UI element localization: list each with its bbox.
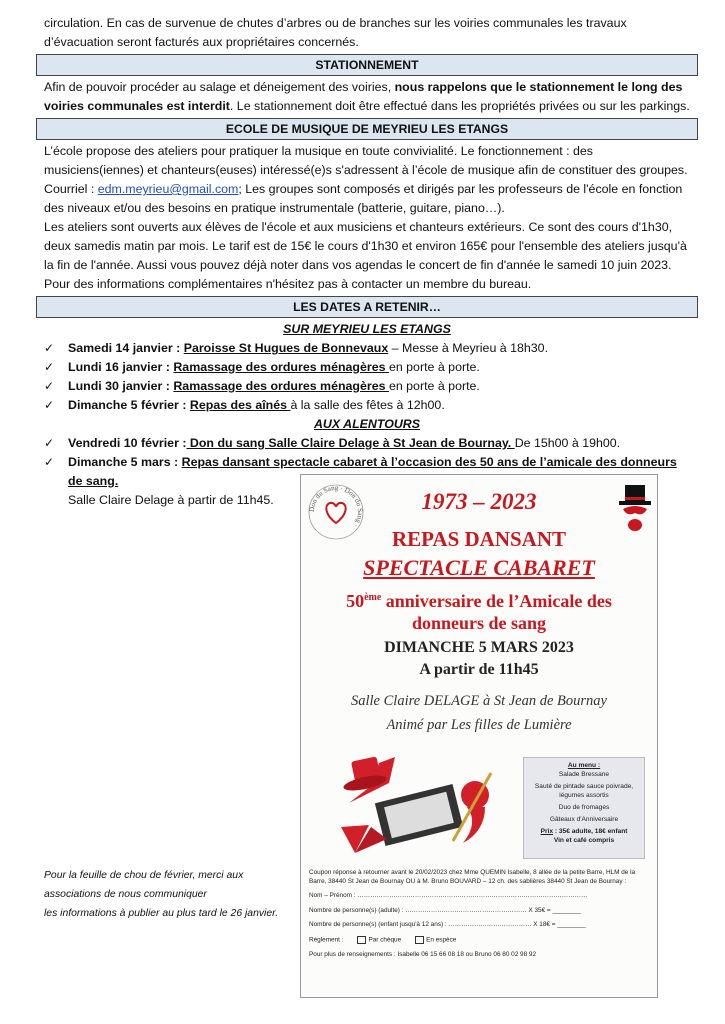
menu-vin: Vin et café compris <box>553 837 615 844</box>
coupon-form <box>309 869 649 959</box>
footnote <box>44 866 314 923</box>
list-item <box>44 358 690 377</box>
poster-venue: Salle Claire DELAGE à St Jean de Bournay <box>351 693 607 709</box>
stationnement-paragraph <box>44 78 690 116</box>
price-value: : 35€ adulte, 18€ enfant <box>553 828 628 835</box>
courriel-label: Courriel : <box>44 182 98 196</box>
stationnement-text-end: . Le stationnement doit être effectué dans les propriétés privées ou sur les parkings. <box>229 99 690 113</box>
list-item <box>44 377 690 396</box>
poster-animation: Animé par Les filles de Lumière <box>386 717 572 733</box>
intro-paragraph: circulation. En cas de survenue de chutes d’arbres ou de branches sur les voiries communales les travaux d’évacuation seront facturés aux propriétaires concernés. <box>44 16 627 49</box>
after-dates-text: Salle Claire Delage à partir de 11h45. <box>68 493 274 507</box>
payment-label: Règlement : <box>309 936 344 944</box>
date-rest: à la salle des fêtes à 12h00. <box>290 398 445 412</box>
check-icon: ✓ <box>44 379 55 393</box>
menu-item: Duo de fromages <box>558 804 610 811</box>
coupon-intro: Coupon réponse à retourner avant le 20/02/2023 chez Mme QUEMIN Isabelle, 8 allée de la petite Barre, HLM de la Barre, 38440 St Jean de Bournay OU à M. Bruno BOUVARD – 12 ch. des sablières 38440 St Jean de Bournay : <box>309 869 636 885</box>
ann-number: 50 <box>346 591 365 611</box>
stationnement-bold: nous rappelons que le stationnement le long des voiries communales est interdit <box>44 80 683 113</box>
stationnement-text: Afin de pouvoir procéder au salage et déneigement des voiries, <box>44 80 395 94</box>
date-rest: en porte à porte. <box>388 360 480 374</box>
date-day: Dimanche 5 février : <box>68 398 190 412</box>
menu-item: Gâteaux d'Anniversaire <box>549 816 619 823</box>
espece-label: En espèce <box>426 936 457 944</box>
footnote-line: les informations à publier au plus tard le 26 janvier. <box>44 908 279 919</box>
subheader-alentours: AUX ALENTOURS <box>313 417 420 431</box>
date-event: Ramassage des ordures ménagères <box>173 379 389 393</box>
ann-sup: ème <box>364 592 382 603</box>
coupon-info: Pour plus de renseignements : Isabelle 06 15 66 08 18 ou Bruno 06 80 02 98 92 <box>309 950 537 958</box>
date-day: Vendredi 10 février : <box>68 436 187 450</box>
musique-p2-text: ; Les groupes sont composés et dirigés par les professeurs de l'école en fonction des niveaux et/ou des besoins en pratique instrumentale (batterie, guitare, piano…). <box>44 182 683 215</box>
date-rest: De 15h00 à 19h00. <box>514 436 621 450</box>
subheader-meyrieu: SUR MEYRIEU LES ETANGS <box>283 322 451 336</box>
menu-item: Sauté de pintade sauce poivrade, légumes assortis <box>534 783 634 799</box>
section-header-stationnement: STATIONNEMENT <box>36 54 698 76</box>
menu-box <box>523 757 645 859</box>
date-day: Samedi 14 janvier : <box>68 341 184 355</box>
email-link[interactable]: edm.meyrieu@gmail.com <box>97 182 239 196</box>
svg-text:Don du Sang · Don du Sang ·: Don du Sang · Don du Sang · <box>307 483 365 529</box>
footnote-line: Pour la feuille de chou de février, merci aux <box>44 870 244 881</box>
poster-title-2: SPECTACLE CABARET <box>363 555 595 580</box>
coupon-children-field[interactable]: Nombre de personne(s) (enfant jusqu'à 12 ans) : ………………………………… X 18€ = ________ <box>309 921 586 928</box>
section-header-musique: ECOLE DE MUSIQUE DE MEYRIEU LES ETANGS <box>36 118 698 140</box>
date-event: Paroisse St Hugues de Bonnevaux <box>183 341 389 355</box>
cheque-checkbox[interactable] <box>357 936 366 944</box>
date-day: Lundi 16 janvier : <box>68 360 174 374</box>
price-label: Prix <box>540 828 554 835</box>
section-header-dates: LES DATES A RETENIR… <box>36 296 698 318</box>
footnote-line: associations de nous communiquer <box>44 889 207 900</box>
list-item <box>44 396 690 415</box>
check-icon: ✓ <box>44 455 55 469</box>
cheque-label: Par chèque <box>368 936 402 944</box>
date-event: Ramassage des ordures ménagères <box>173 360 389 374</box>
musique-p4: Pour des informations complémentaires n'hésitez pas à contacter un membre du bureau. <box>44 277 532 291</box>
dates-list-meyrieu <box>44 339 690 415</box>
poster-anniversary <box>309 587 649 634</box>
menu-price <box>524 827 644 836</box>
poster-title-1: REPAS DANSANT <box>391 527 567 551</box>
check-icon: ✓ <box>44 360 55 374</box>
date-day: Lundi 30 janvier : <box>68 379 174 393</box>
date-day: Dimanche 5 mars : <box>68 455 182 469</box>
espece-checkbox[interactable] <box>415 936 424 944</box>
cabaret-illustration-icon <box>335 743 505 861</box>
poster-years: 1973 – 2023 <box>421 489 537 514</box>
check-icon: ✓ <box>44 341 55 355</box>
date-rest: – Messe à Meyrieu à 18h30. <box>388 341 549 355</box>
musique-p1: L’école propose des ateliers pour pratiquer la musique en toute convivialité. Le fonctionnement : des musiciens(iennes) et chanteurs(euses) intéressé(e)s s'adressent à l’école de musique afin de constituer des groupes. <box>44 144 688 177</box>
date-event: Repas des aînés <box>189 398 291 412</box>
date-event: Repas dansant spectacle cabaret à l’occasion des 50 ans de l’amicale des donneurs de sang. <box>68 455 677 488</box>
date-event: Don du sang Salle Claire Delage à St Jean de Bournay. <box>186 436 515 450</box>
poster-time: A partir de 11h45 <box>419 661 539 678</box>
event-poster <box>300 474 658 998</box>
menu-item: Salade Bressane <box>558 771 610 778</box>
list-item <box>44 434 690 453</box>
coupon-payment-row <box>309 936 649 945</box>
menu-title: Au menu : <box>567 762 601 769</box>
musique-p3: Les ateliers sont ouverts aux élèves de l'école et aux musiciens et chanteurs extérieurs. Ce sont des cours d'1h30, deux samedis matin par mois. Le tarif est de 15€ le cours d'1h30 et environ 165€ pour l'ensemble des ateliers jusqu'à la fin de l'année. Aussi vous pouvez déjà noter dans vos agendas le concert de fin d'année le samedi 10 juin 2023. <box>44 220 687 272</box>
list-item <box>44 339 690 358</box>
ann-text: anniversaire de l’Amicale des donneurs de sang <box>381 591 612 633</box>
musique-p2 <box>44 180 690 218</box>
poster-date: DIMANCHE 5 MARS 2023 <box>384 639 574 656</box>
newsletter-page <box>44 14 690 510</box>
coupon-name-field[interactable]: Nom – Prénom : ……………………………………………………………………………………………… <box>309 892 588 899</box>
coupon-adults-field[interactable]: Nombre de personne(s) (adulte) : ………………………………………………… X 35€ = ________ <box>309 906 581 914</box>
check-icon: ✓ <box>44 398 55 412</box>
check-icon: ✓ <box>44 436 55 450</box>
date-rest: en porte à porte. <box>388 379 480 393</box>
